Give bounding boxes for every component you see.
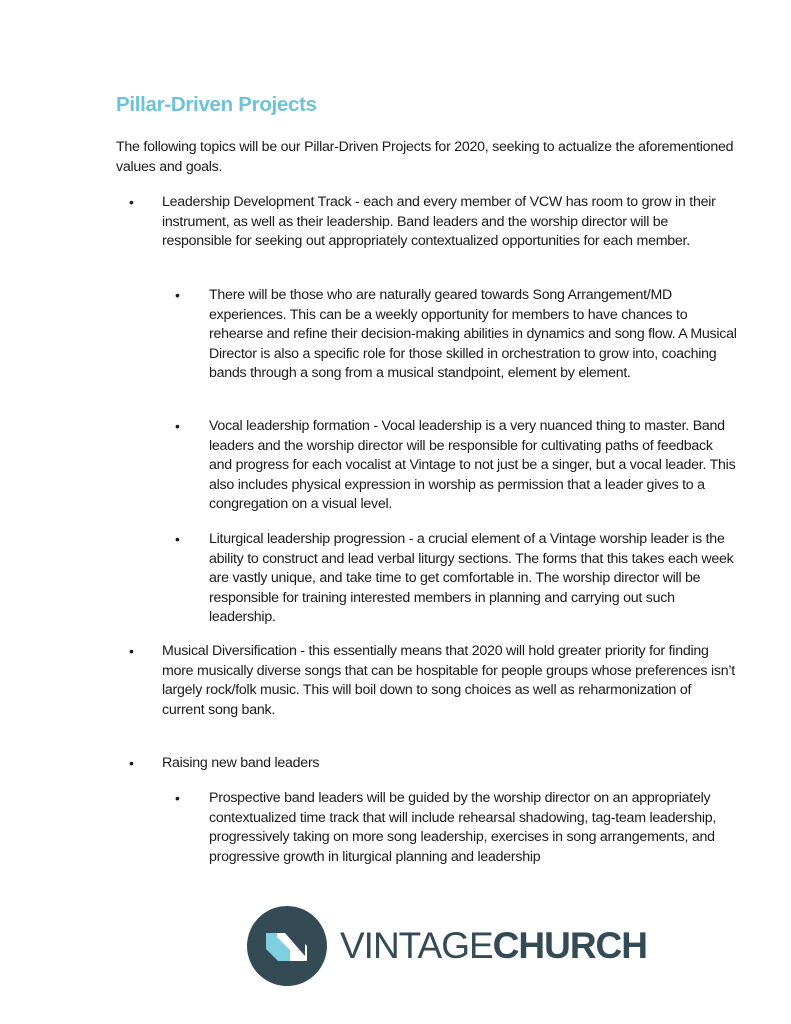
bullet-icon: • <box>129 194 134 210</box>
logo-word-bold: CHURCH <box>492 925 647 966</box>
list-item-text: Prospective band leaders will be guided by the worship director on an appropriately contextualized time track that will include rehearsal shadowing, tag-team leadership, progressively taking on more song leadership, exercises in song arrangements, and progressive growth in liturgical planning and leadership <box>209 790 717 865</box>
bullet-icon: • <box>175 287 180 303</box>
list-item-text: There will be those who are naturally geared towards Song Arrangement/MD experiences. This can be a weekly opportunity for members to have chances to rehearse and refine their decision-making abilities in dynamics and song flow. A Musical Director is also a specific role for those skilled in orchestration to grow into, coaching bands through a song from a musical standpoint, element by element. <box>209 287 737 382</box>
vintage-church-logo <box>247 906 647 986</box>
bullet-icon: • <box>175 531 180 547</box>
list-item <box>175 530 739 628</box>
list-item-text: Raising new band leaders <box>162 755 320 771</box>
bullet-icon: • <box>175 418 180 434</box>
bullet-icon: • <box>129 755 134 771</box>
logo-mark-icon <box>247 906 327 986</box>
intro-paragraph: The following topics will be our Pillar-Driven Projects for 2020, seeking to actualize the aforementioned values and goals. <box>116 139 734 175</box>
section-heading: Pillar-Driven Projects <box>116 93 317 116</box>
list-item <box>129 754 737 774</box>
list-item <box>175 789 739 867</box>
logo-word-light: VINTAGE <box>340 925 493 966</box>
bullet-icon: • <box>129 643 134 659</box>
bullet-icon: • <box>175 790 180 806</box>
list-item-text: Musical Diversification - this essentially means that 2020 will hold greater priority for finding more musically diverse songs that can be hospitable for people groups whose preferences isn’t largely rock/folk music. This will boil down to song choices as well as reharmonization of current song bank. <box>162 643 735 718</box>
list-item <box>129 193 737 252</box>
list-item-text: Leadership Development Track - each and every member of VCW has room to grow in their instrument, as well as their leadership. Band leaders and the worship director will be responsible for seeking out appropriately contextualized opportunities for each member. <box>162 194 716 250</box>
list-item <box>175 286 739 384</box>
list-item-text: Liturgical leadership progression - a crucial element of a Vintage worship leader is the ability to construct and lead verbal liturgy sections. The forms that this takes each week are vastly unique, and take time to get comfortable in. The worship director will be responsible for training interested members in planning and carrying out such leadership. <box>209 531 734 626</box>
list-item <box>129 642 737 720</box>
list-item-text: Vocal leadership formation - Vocal leadership is a very nuanced thing to master. Band leaders and the worship director will be responsible for cultivating paths of feedback and progress for each vocalist at Vintage to not just be a singer, but a vocal leader. This also includes physical expression in worship as permission that a leader gives to a congregation on a visual level. <box>209 418 736 513</box>
logo-wordmark <box>340 925 647 967</box>
list-item <box>175 417 739 515</box>
